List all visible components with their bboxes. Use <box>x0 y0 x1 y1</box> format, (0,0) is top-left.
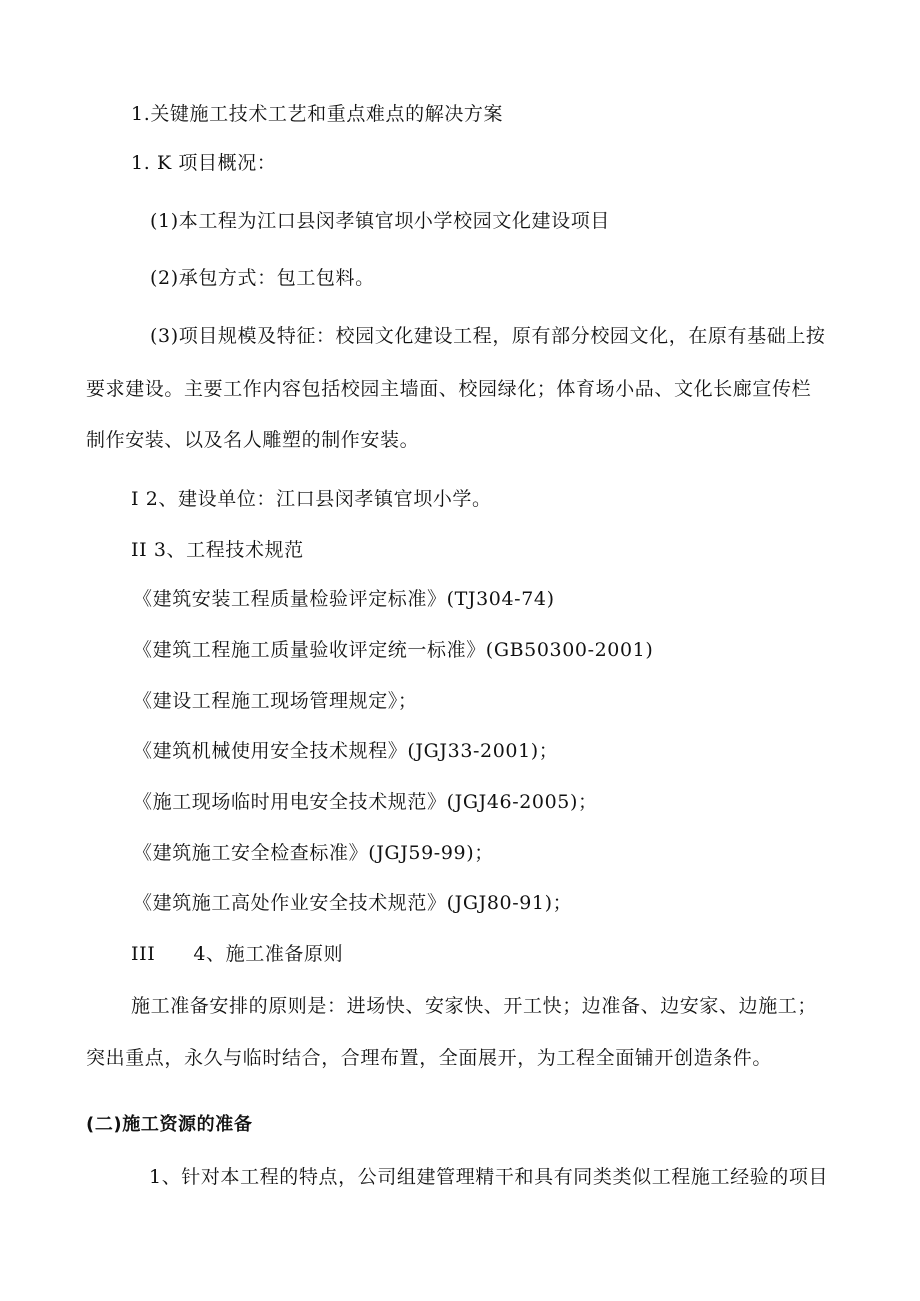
standard-item: 《建筑安装工程质量检验评定标准》(TJ304-74) <box>133 588 555 610</box>
resources-item-1: 1、针对本工程的特点，公司组建管理精干和具有同类类似工程施工经验的项目 <box>149 1166 829 1188</box>
standard-item: 《建筑机械使用安全技术规程》(JGJ33-2001)； <box>133 740 559 762</box>
overview-item-1: (1)本工程为江口县闵孝镇官坝小学校园文化建设项目 <box>150 210 610 232</box>
section-title: 4、施工准备原则 <box>193 943 344 965</box>
standard-item: 《建筑施工高处作业安全技术规范》(JGJ80-91)； <box>133 892 573 914</box>
standard-item: 《建设工程施工现场管理规定》； <box>133 690 418 712</box>
standard-item: 《建筑施工安全检查标准》(JGJ59-99)； <box>133 842 494 864</box>
overview-heading: 1. K 项目概况： <box>131 152 277 174</box>
principle-line-2: 突出重点，永久与临时结合，合理布置，全面展开，为工程全面铺开创造条件。 <box>86 1047 773 1069</box>
overview-item-2: (2)承包方式：包工包料。 <box>150 267 375 289</box>
principle-line-1: 施工准备安排的原则是：进场快、安家快、开工快；边准备、边安家、边施工； <box>131 995 818 1017</box>
standard-item: 《施工现场临时用电安全技术规范》(JGJ46-2005)； <box>133 791 598 813</box>
overview-item-3-line-1: (3)项目规模及特征：校园文化建设工程，原有部分校园文化，在原有基础上按 <box>150 325 826 347</box>
main-heading: 1.关键施工技术工艺和重点难点的解决方案 <box>131 103 504 125</box>
overview-item-3-line-2: 要求建设。主要工作内容包括校园主墙面、校园绿化；体育场小品、文化长廊宣传栏 <box>86 378 812 400</box>
section-construction-unit: I 2、建设单位：江口县闵孝镇官坝小学。 <box>131 488 492 510</box>
standard-item: 《建筑工程施工质量验收评定统一标准》(GB50300-2001) <box>133 639 654 661</box>
overview-item-3-line-3: 制作安装、以及名人雕塑的制作安装。 <box>86 429 420 451</box>
resources-heading: (二)施工资源的准备 <box>86 1114 253 1135</box>
section-technical-standards: II 3、工程技术规范 <box>131 539 304 561</box>
section-preparation-principles <box>131 941 343 967</box>
section-marker: III <box>131 943 156 965</box>
